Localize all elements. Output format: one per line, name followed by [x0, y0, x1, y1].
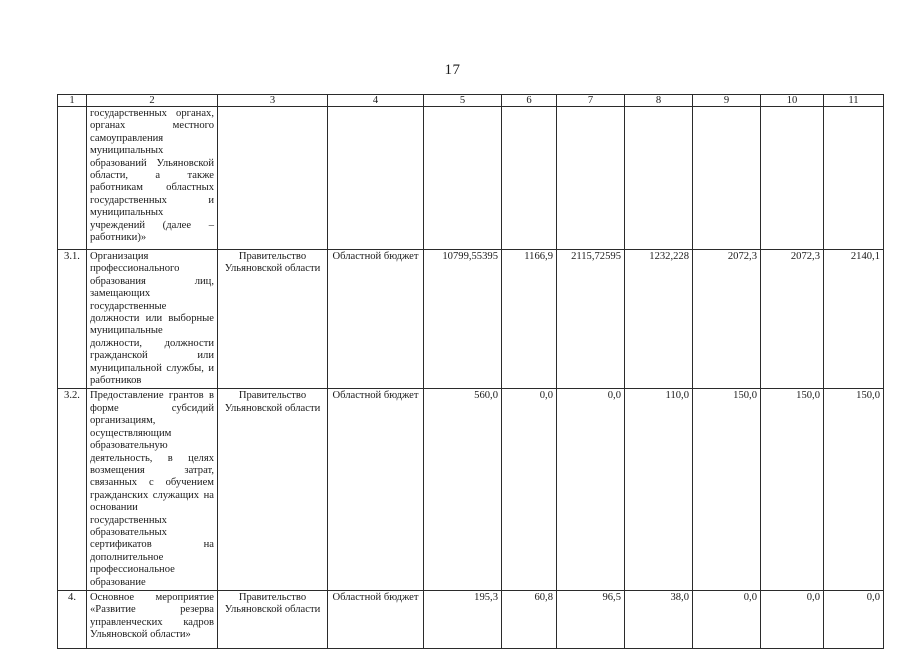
table-row [58, 250, 884, 389]
row-value: 2140,1 [824, 250, 884, 389]
row-value: 0,0 [824, 590, 884, 648]
budget-table [57, 94, 884, 649]
column-header: 2 [87, 95, 218, 107]
row-value: 0,0 [761, 590, 824, 648]
row-value [502, 107, 557, 250]
column-header: 11 [824, 95, 884, 107]
row-value: 96,5 [557, 590, 625, 648]
table-row [58, 107, 884, 250]
table-row [58, 389, 884, 591]
row-value: 60,8 [502, 590, 557, 648]
row-value: 1166,9 [502, 250, 557, 389]
row-value [625, 107, 693, 250]
page-number: 17 [444, 62, 461, 78]
column-header: 1 [58, 95, 87, 107]
column-header: 7 [557, 95, 625, 107]
row-value: 0,0 [557, 389, 625, 591]
row-number [58, 107, 87, 250]
row-value [693, 107, 761, 250]
row-funding-source: Областной бюджет [328, 389, 424, 591]
row-value: 10799,55395 [424, 250, 502, 389]
row-value: 150,0 [824, 389, 884, 591]
column-header: 4 [328, 95, 424, 107]
column-number-row [58, 95, 884, 107]
row-number: 3.2. [58, 389, 87, 591]
row-value: 2072,3 [693, 250, 761, 389]
row-executor [218, 107, 328, 250]
column-header: 8 [625, 95, 693, 107]
row-value: 38,0 [625, 590, 693, 648]
row-description: государственных органах, органах местного самоуправления муниципальных образований Ульяновской области, а также работникам областных государственных и муниципальных учреждений (далее – работники)» [87, 107, 218, 250]
row-value [557, 107, 625, 250]
row-value [824, 107, 884, 250]
row-value [424, 107, 502, 250]
row-executor: Правительство Ульяновской области [218, 250, 328, 389]
column-header: 6 [502, 95, 557, 107]
column-header: 3 [218, 95, 328, 107]
row-value: 1232,228 [625, 250, 693, 389]
row-value: 560,0 [424, 389, 502, 591]
row-value: 150,0 [693, 389, 761, 591]
row-executor: Правительство Ульяновской области [218, 389, 328, 591]
row-value [761, 107, 824, 250]
row-number: 4. [58, 590, 87, 648]
row-funding-source [328, 107, 424, 250]
column-header: 10 [761, 95, 824, 107]
row-value: 195,3 [424, 590, 502, 648]
row-description: Предоставление грантов в форме субсидий организациям, осуществляющим образовательную деятельность, в целях возмещения затрат, связанных с обучением гражданских служащих на основании государственных образовательных сертификатов на дополнительное профессиональное образование [87, 389, 218, 591]
row-funding-source: Областной бюджет [328, 250, 424, 389]
row-description: Основное мероприятие «Развитие резерва управленческих кадров Ульяновской области» [87, 590, 218, 648]
row-value: 110,0 [625, 389, 693, 591]
row-value: 0,0 [502, 389, 557, 591]
column-header: 9 [693, 95, 761, 107]
row-value: 0,0 [693, 590, 761, 648]
row-executor: Правительство Ульяновской области [218, 590, 328, 648]
row-description: Организация профессионального образования лиц, замещающих государственные должности или выборные муниципальные должности, должности гражданской или муниципальной службы, и работников [87, 250, 218, 389]
row-value: 2115,72595 [557, 250, 625, 389]
row-value: 150,0 [761, 389, 824, 591]
column-header: 5 [424, 95, 502, 107]
row-number: 3.1. [58, 250, 87, 389]
row-funding-source: Областной бюджет [328, 590, 424, 648]
row-value: 2072,3 [761, 250, 824, 389]
